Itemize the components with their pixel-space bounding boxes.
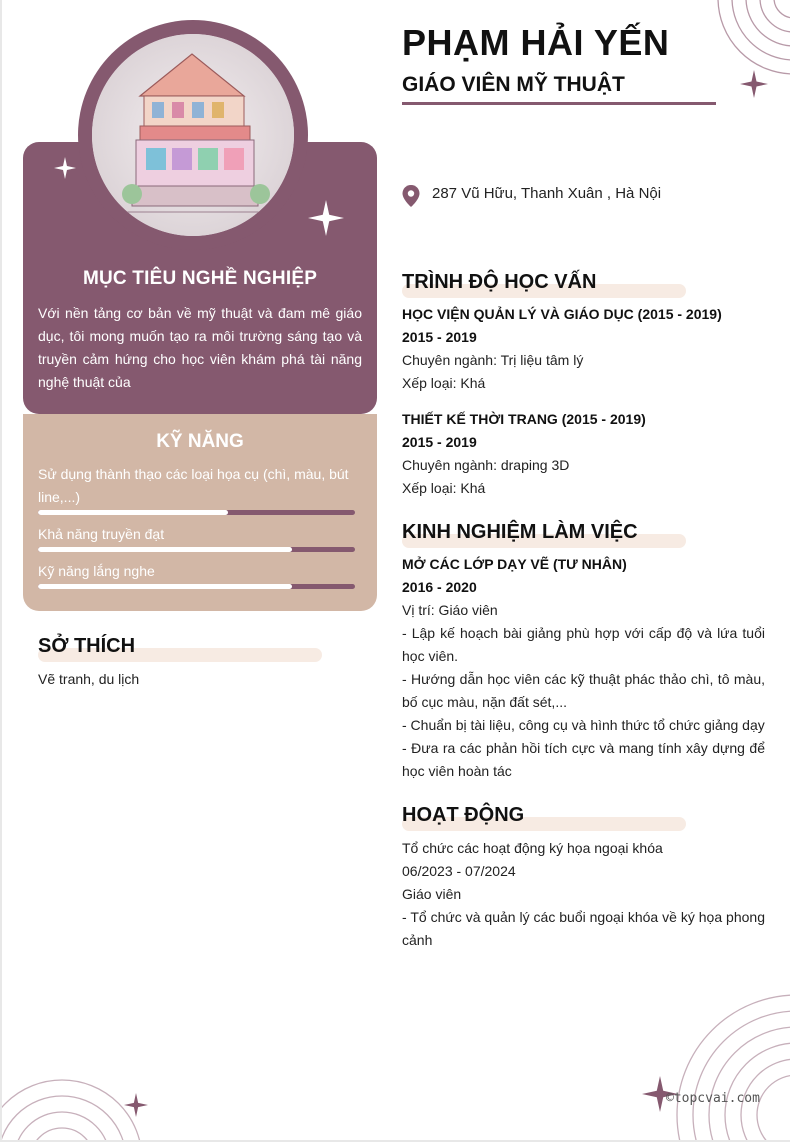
location-pin-icon — [402, 185, 420, 212]
education-heading — [402, 271, 596, 294]
activities-heading — [402, 804, 524, 827]
experience-bullet: - Đưa ra các phản hồi tích cực và mang tính xây dựng để học viên hoàn tác — [402, 740, 765, 779]
experience-heading — [402, 521, 638, 544]
school-major: Chuyên ngành: draping 3D — [402, 457, 570, 473]
experience-position: Vị trí: Giáo viên — [402, 602, 498, 618]
experience-bullet: - Lập kế hoạch bài giảng phù hợp với cấp độ và lứa tuổi học viên. — [402, 625, 765, 664]
activities-title: HOẠT ĐỘNG — [402, 804, 525, 826]
job-title: GIÁO VIÊN MỸ THUẬT — [402, 73, 625, 96]
school-name: HỌC VIỆN QUẢN LÝ VÀ GIÁO DỤC (2015 - 2019) — [402, 306, 722, 322]
experience-bullet: - Chuẩn bị tài liệu, công cụ và hình thức tổ chức giảng dạy — [402, 717, 765, 733]
skill-bar-fill — [38, 547, 292, 552]
skill-label: Kỹ năng lắng nghe — [38, 563, 155, 579]
skill-bar — [38, 547, 355, 552]
hobbies-text: Vẽ tranh, du lịch — [38, 671, 140, 687]
activity-name: Tổ chức các hoạt động ký họa ngoại khóa — [402, 840, 663, 856]
activity-dates: 06/2023 - 07/2024 — [402, 863, 516, 879]
activity-description: - Tổ chức và quản lý các buổi ngoại khóa về ký họa phong cảnh — [402, 909, 765, 948]
education-title: TRÌNH ĐỘ HỌC VẤN — [402, 271, 597, 293]
arc-decoration-top-right — [702, 0, 790, 80]
skill-bar — [38, 510, 355, 515]
divider — [402, 102, 716, 105]
experience-years: 2016 - 2020 — [402, 579, 477, 595]
school-years: 2015 - 2019 — [402, 434, 477, 450]
skill-bar — [38, 584, 355, 589]
hobbies-title: SỞ THÍCH — [38, 635, 136, 657]
full-name: PHẠM HẢI YẾN — [402, 22, 670, 63]
sparkle-icon — [54, 157, 76, 184]
skill-bar-fill — [38, 584, 292, 589]
school-years: 2015 - 2019 — [402, 329, 477, 345]
objective-title: MỤC TIÊU NGHỀ NGHIỆP — [82, 268, 318, 289]
activity-role: Giáo viên — [402, 886, 462, 902]
address: 287 Vũ Hữu, Thanh Xuân , Hà Nội — [432, 185, 662, 202]
objective-text: Với nền tảng cơ bản về mỹ thuật và đam mê giáo dục, tôi mong muốn tạo ra môi trường sáng tạo và truyền cảm hứng cho học viên khám phá tài năng nghệ thuật của — [38, 305, 362, 390]
experience-bullet: - Hướng dẫn học viên các kỹ thuật phác thảo chì, tô màu, bố cục màu, nặn đất sét,... — [402, 671, 765, 710]
school-grade: Xếp loại: Khá — [402, 375, 486, 391]
skill-label: Sử dụng thành thạo các loại họa cụ (chì, màu, bút line,...) — [38, 466, 349, 505]
experience-title: KINH NGHIỆM LÀM VIỆC — [402, 521, 638, 543]
sparkle-icon — [124, 1093, 148, 1122]
avatar — [92, 34, 294, 236]
company-name: MỞ CÁC LỚP DẠY VẼ (TƯ NHÂN) — [402, 556, 627, 572]
school-name: THIẾT KẾ THỜI TRANG (2015 - 2019) — [402, 411, 646, 427]
hobbies-heading — [38, 635, 135, 658]
skills-title: KỸ NĂNG — [156, 431, 244, 452]
school-major: Chuyên ngành: Trị liệu tâm lý — [402, 352, 584, 368]
sparkle-icon — [308, 200, 344, 241]
watermark: ©topcvai.com — [666, 1091, 760, 1106]
sparkle-icon — [740, 70, 768, 103]
skill-bar-fill — [38, 510, 228, 515]
school-grade: Xếp loại: Khá — [402, 480, 486, 496]
skill-label: Khả năng truyền đạt — [38, 526, 165, 542]
